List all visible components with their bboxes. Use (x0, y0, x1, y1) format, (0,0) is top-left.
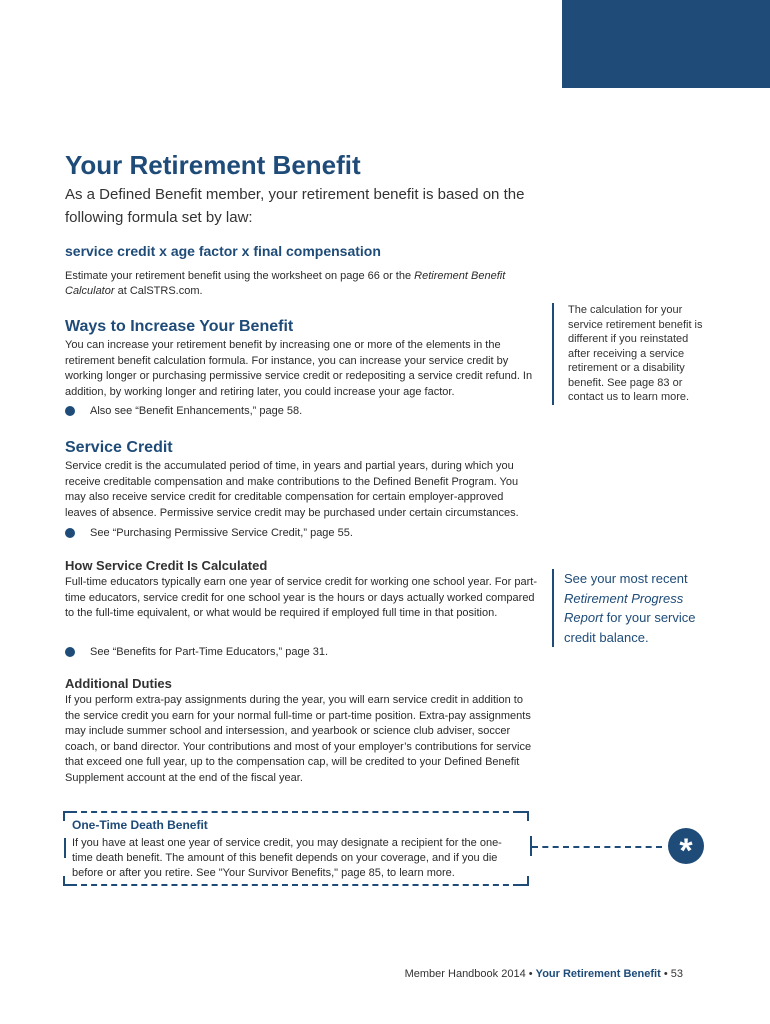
page-title: Your Retirement Benefit (65, 150, 361, 180)
calculator-link[interactable]: Retirement Benefit Calculator (65, 270, 506, 297)
service-credit-body: Service credit is the accumulated period of time, in years and partial years, during which you receive creditable compensation and make contributions to the Defined Benefit Program. You may also receive service credit for creditable compensation for certain employer-approved leaves of absence. Permissive service credit may be purchased under certain circumstances. (65, 460, 519, 519)
connector-dash-line (532, 846, 662, 848)
intro-text: As a Defined Benefit member, your retirement benefit is based on the following formula set by law: (65, 186, 525, 226)
additional-duties-body: If you perform extra-pay assignments during the year, you will earn service credit in addition to the service credit you earn for your normal full-time or part-time position. Extra-pay assignments may include summer school and intersession, and yearbook or science club adviser, soccer coach, or band director. Your contributions and most of your employer’s contributions for service that exceed one full year, up to the compensation cap, will be credited to your Defined Benefit Supplement account at the end of the fiscal year. (65, 694, 532, 784)
service-credit-heading: Service Credit (65, 439, 173, 456)
box-corner (519, 876, 529, 886)
estimate-prefix: Estimate your retirement benefit using the worksheet on page 66 or the (65, 270, 415, 282)
bullet-dot-icon (65, 528, 75, 538)
death-benefit-body: If you have at least one year of service credit, you may designate a recipient for the one-time death benefit. The amount of this benefit depends on your coverage, and if you die before or after you retire. See "Your Survivor Benefits," page 85, to learn more. (72, 837, 502, 879)
corner-color-block (562, 0, 770, 88)
box-top-dash (71, 811, 519, 813)
footer-separator: • (663, 968, 668, 980)
page-number: 53 (670, 968, 683, 980)
how-calculated-body: Full-time educators typically earn one year of service credit for working one school year. For part-time educators, service credit for one school year is the hours or days actually worked compared to the full-time equivalent, or what would be required if employed full time in that position. (65, 576, 537, 619)
note2-suffix: for your service credit balance. (564, 610, 696, 645)
service-credit-bullet (65, 527, 353, 539)
footer-separator: • (528, 968, 533, 980)
sidebar-note-progress-report (552, 569, 724, 647)
box-corner (519, 811, 529, 821)
bullet-dot-icon (65, 647, 75, 657)
estimate-text (65, 269, 535, 299)
footer-handbook: Member Handbook 2014 (404, 968, 526, 980)
progress-report-link[interactable]: Retirement Progress Report (564, 590, 684, 625)
ways-bullet (65, 405, 302, 417)
ways-bullet-text: Also see “Benefit Enhancements,” page 58. (90, 405, 303, 417)
how-calculated-bullet-text: See “Benefits for Part-Time Educators,” page 31. (90, 646, 329, 658)
ways-heading: Ways to Increase Your Benefit (65, 318, 294, 335)
death-benefit-heading: One-Time Death Benefit (72, 818, 208, 832)
page-footer (405, 968, 683, 980)
bullet-dot-icon (65, 406, 75, 416)
how-calculated-bullet (65, 646, 328, 658)
death-benefit-bar (64, 838, 66, 858)
asterisk-icon: * (668, 828, 704, 864)
box-bottom-dash (71, 884, 519, 886)
benefit-formula: service credit x age factor x final compensation (65, 243, 381, 259)
ways-body: You can increase your retirement benefit by increasing one or more of the elements in the retirement benefit calculation formula. For instance, you can increase your service credit by working longer or purchasing permissive service credit or redepositing a service credit refund. In addition, by working longer and retiring later, you could increase your age factor. (65, 339, 533, 398)
sidebar-note-reinstated: The calculation for your service retirement benefit is different if you reinstated after receiving a service retirement or a disability benefit. See page 83 or contact us to learn more. (552, 303, 713, 405)
footer-section: Your Retirement Benefit (535, 968, 661, 980)
service-credit-bullet-text: See “Purchasing Permissive Service Credit,” page 55. (90, 527, 353, 539)
how-calculated-heading: How Service Credit Is Calculated (65, 558, 268, 573)
additional-duties-heading: Additional Duties (65, 676, 172, 691)
note2-prefix: See your most recent (564, 571, 688, 586)
estimate-suffix: at CalSTRS.com. (114, 285, 203, 297)
